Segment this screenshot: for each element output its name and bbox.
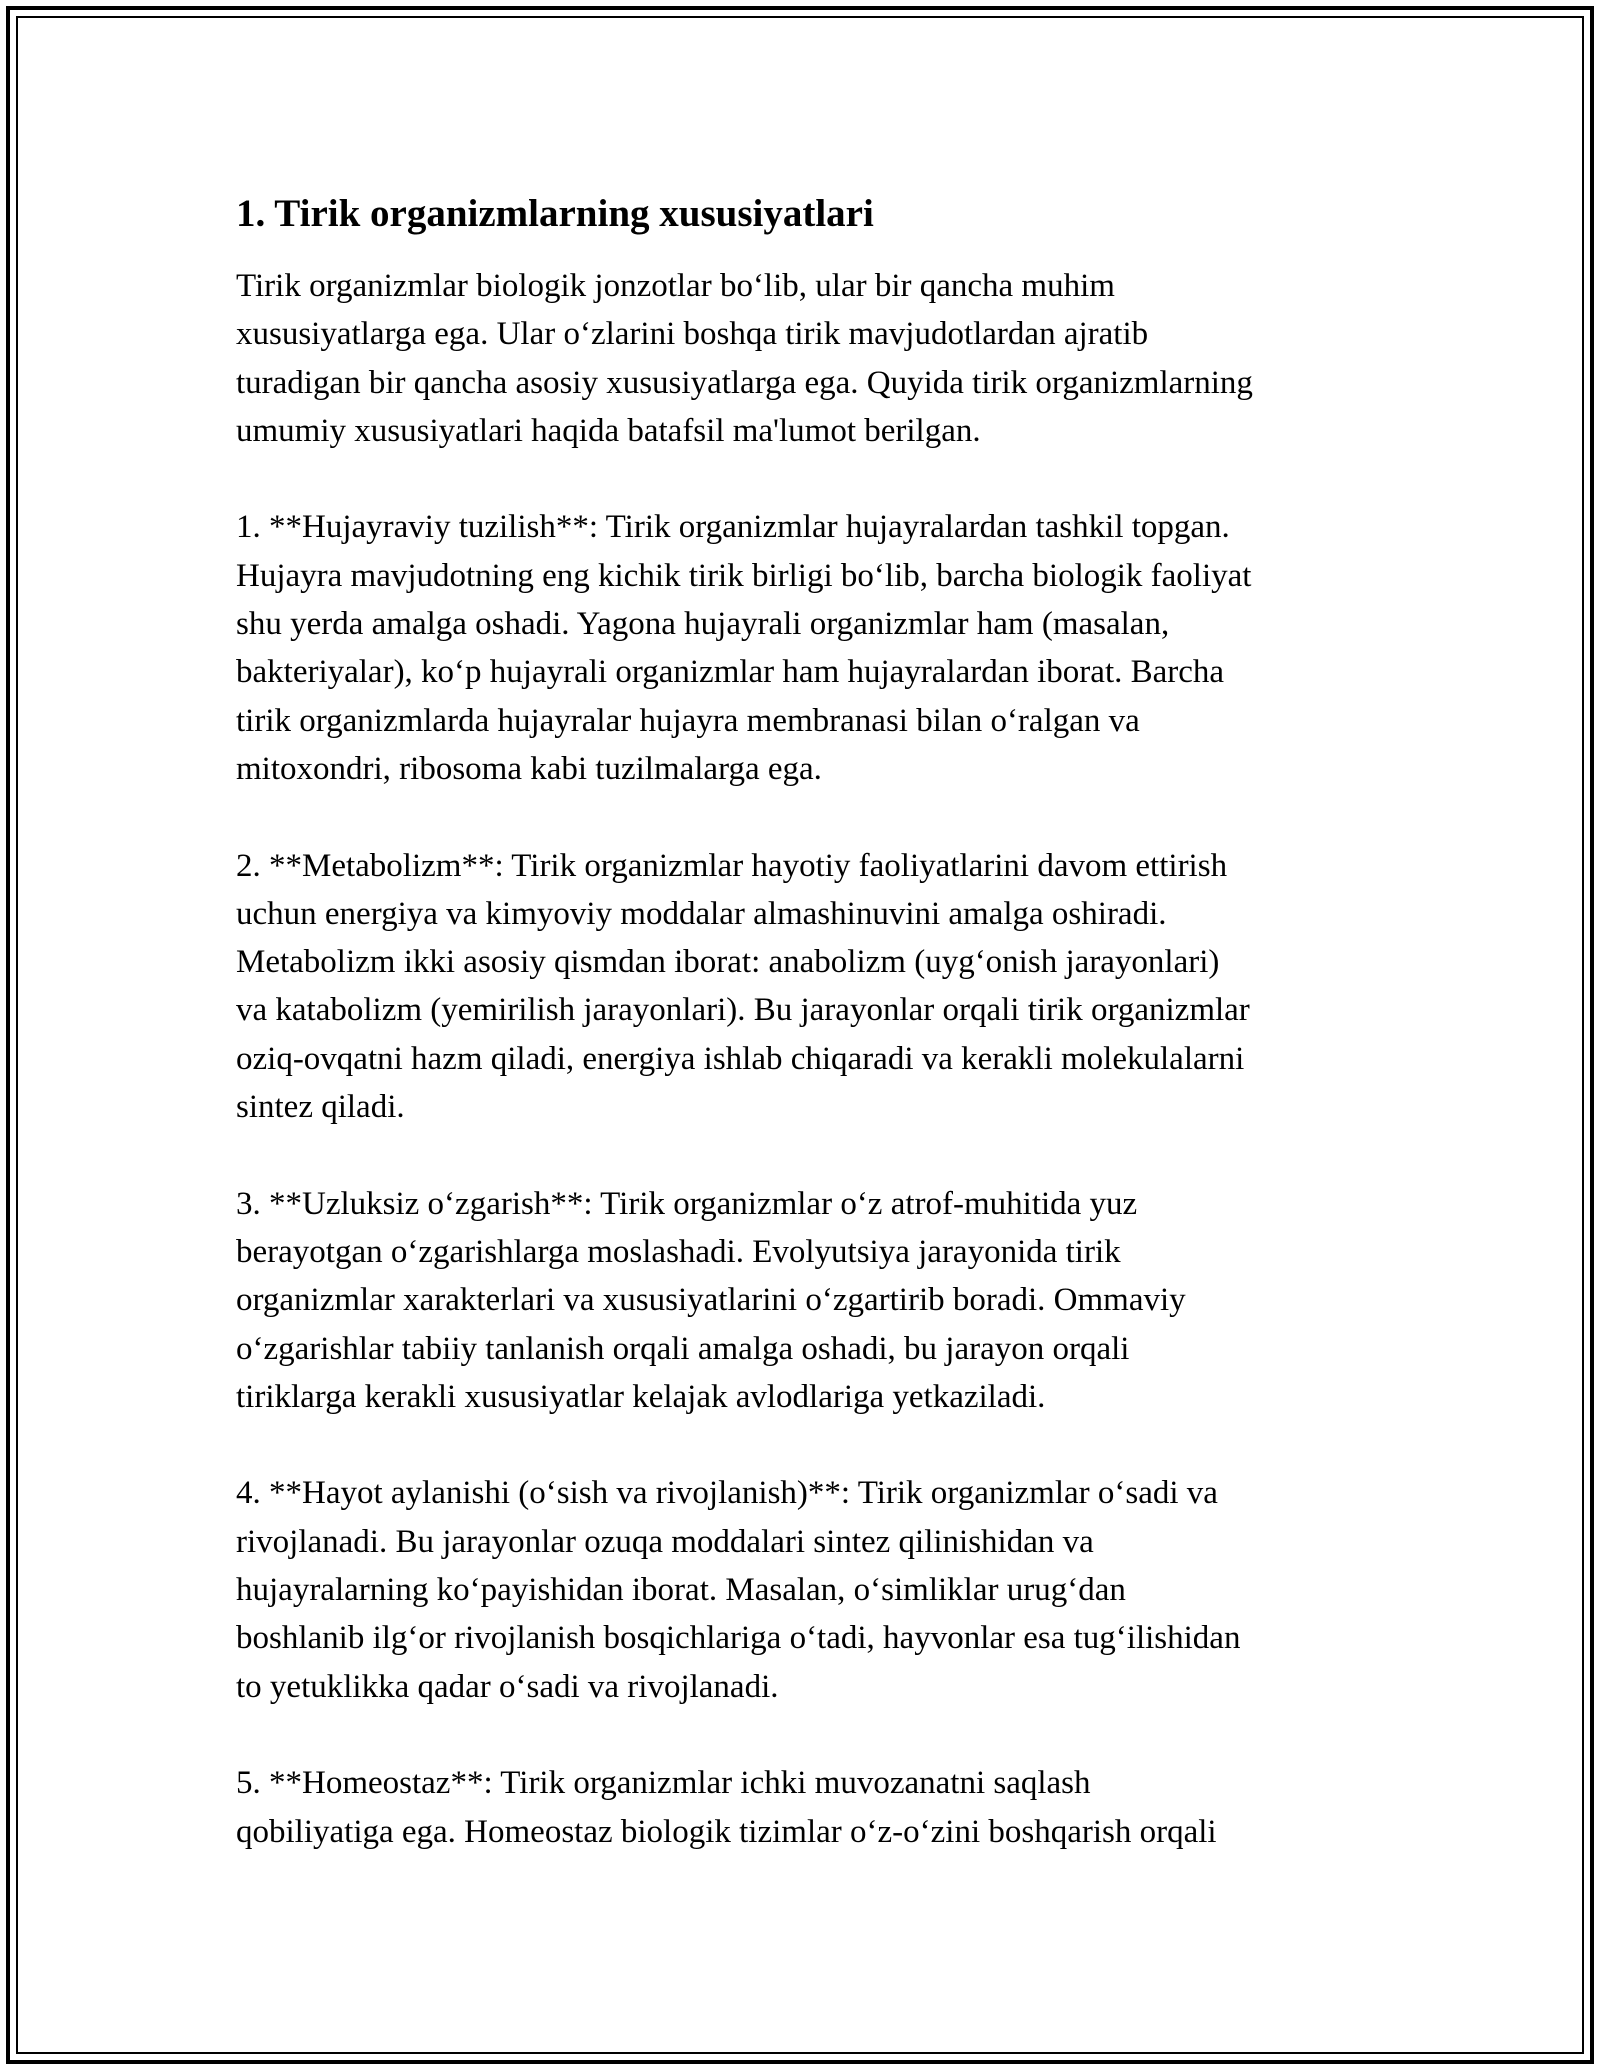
paragraph-line: bakteriyalar), ko‘p hujayrali organizmlar ham hujayralardan iborat. Barcha — [236, 654, 1225, 691]
paragraph-continuous-change — [236, 1180, 1386, 1421]
paragraph-line: 5. **Homeostaz**: Tirik organizmlar ichki muvozanatni saqlash — [236, 1765, 1091, 1802]
paragraph-line: boshlanib ilg‘or rivojlanish bosqichlariga o‘tadi, hayvonlar esa tug‘ilishidan — [236, 1620, 1241, 1657]
paragraph-line: 1. **Hujayraviy tuzilish**: Tirik organizmlar hujayralardan tashkil topgan. — [236, 509, 1230, 546]
paragraph-cellular-structure — [236, 503, 1386, 793]
paragraph-line: tirik organizmlarda hujayralar hujayra membranasi bilan o‘ralgan va — [236, 702, 1140, 739]
intro-paragraph — [236, 262, 1386, 455]
paragraph-line: berayotgan o‘zgarishlarga moslashadi. Evolyutsiya jarayonida tirik — [236, 1233, 1121, 1270]
paragraph-line: Metabolizm ikki asosiy qismdan iborat: anabolizm (uyg‘onish jarayonlari) — [236, 944, 1220, 981]
paragraph-line: organizmlar xarakterlari va xususiyatlarini o‘zgartirib boradi. Ommaviy — [236, 1282, 1186, 1319]
paragraph-line: uchun energiya va kimyoviy moddalar almashinuvini amalga oshiradi. — [236, 895, 1167, 932]
paragraph-line: Tirik organizmlar biologik jonzotlar bo‘lib, ular bir qancha muhim — [236, 268, 1115, 304]
paragraph-metabolism — [236, 842, 1386, 1132]
document-body — [236, 188, 1386, 1856]
paragraph-line: turadigan bir qancha asosiy xususiyatlarga ega. Quyida tirik organizmlarning — [236, 364, 1253, 401]
paragraph-line: 4. **Hayot aylanishi (o‘sish va rivojlanish)**: Tirik organizmlar o‘sadi va — [236, 1475, 1218, 1512]
paragraph-line: shu yerda amalga oshadi. Yagona hujayrali organizmlar ham (masalan, — [236, 606, 1170, 643]
paragraph-homeostasis — [236, 1759, 1386, 1856]
paragraph-line: o‘zgarishlar tabiiy tanlanish orqali amalga oshadi, bu jarayon orqali — [236, 1330, 1130, 1367]
paragraph-line: va katabolizm (yemirilish jarayonlari). Bu jarayonlar orqali tirik organizmlar — [236, 992, 1250, 1029]
paragraph-line: 3. **Uzluksiz o‘zgarish**: Tirik organizmlar o‘z atrof-muhitida yuz — [236, 1185, 1138, 1222]
paragraph-line: tiriklarga kerakli xususiyatlar kelajak avlodlariga yetkaziladi. — [236, 1378, 1046, 1415]
paragraph-line: hujayralarning ko‘payishidan iborat. Masalan, o‘simliklar urug‘dan — [236, 1572, 1126, 1609]
paragraph-line: mitoxondri, ribosoma kabi tuzilmalarga ega. — [236, 750, 822, 787]
paragraph-line: to yetuklikka qadar o‘sadi va rivojlanadi. — [236, 1668, 779, 1705]
paragraph-line: Hujayra mavjudotning eng kichik tirik birligi bo‘lib, barcha biologik faoliyat — [236, 557, 1252, 594]
paragraph-line: oziq-ovqatni hazm qiladi, energiya ishlab chiqaradi va kerakli molekulalarni — [236, 1040, 1245, 1077]
paragraph-life-cycle — [236, 1469, 1386, 1710]
document-title: 1. Tirik organizmlarning xususiyatlari — [236, 192, 874, 235]
paragraph-line: sintez qiladi. — [236, 1089, 405, 1126]
paragraph-line: xususiyatlarga ega. Ular o‘zlarini boshqa tirik mavjudotlardan ajratib — [236, 316, 1149, 353]
paragraph-line: umumiy xususiyatlari haqida batafsil ma'lumot berilgan. — [236, 412, 981, 449]
paragraph-line: rivojlanadi. Bu jarayonlar ozuqa moddalari sintez qilinishidan va — [236, 1523, 1094, 1560]
paragraph-line: qobiliyatiga ega. Homeostaz biologik tizimlar o‘z-o‘zini boshqarish orqali — [236, 1813, 1217, 1850]
paragraph-line: 2. **Metabolizm**: Tirik organizmlar hayotiy faoliyatlarini davom ettirish — [236, 847, 1228, 884]
